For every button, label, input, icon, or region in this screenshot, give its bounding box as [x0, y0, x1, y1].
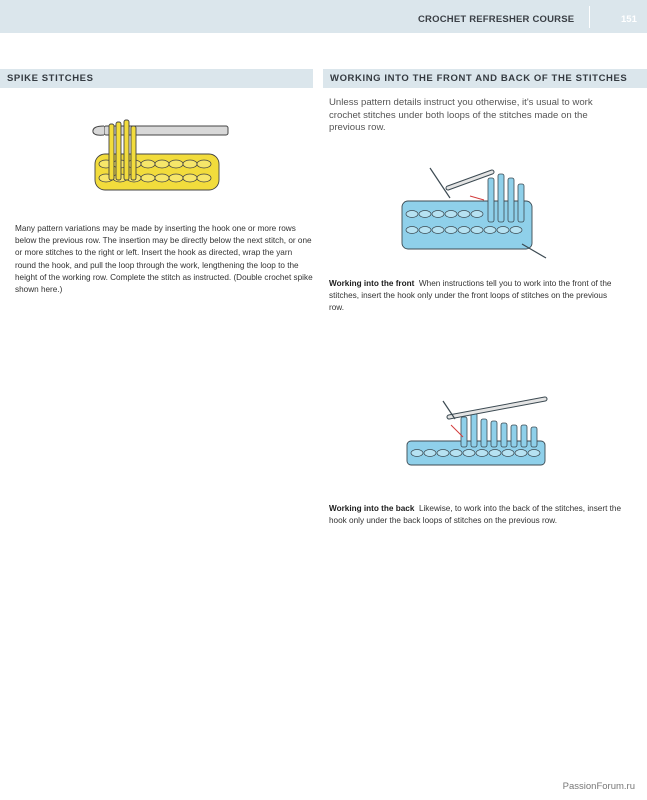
- front-caption-text: When instructions tell you to work into the front of the stitches, insert the hook only under the front loops of stitches on the previous row.: [329, 279, 612, 313]
- running-header: CROCHET REFRESHER COURSE: [418, 14, 575, 25]
- front-caption-title: Working into the front: [329, 279, 415, 288]
- watermark: PassionForum.ru: [562, 781, 635, 792]
- back-loop-illustration: [405, 397, 555, 471]
- back-caption-title: Working into the back: [329, 504, 415, 513]
- back-caption-text: Likewise, to work into the back of the stitches, insert the hook only under the back loops of stitches on the previous row.: [329, 504, 621, 526]
- page-number: 151: [621, 14, 637, 25]
- section-heading-spike: SPIKE STITCHES: [0, 69, 313, 88]
- header-divider: [589, 6, 590, 28]
- back-caption: [329, 503, 621, 527]
- front-back-intro: Unless pattern details instruct you otherwise, it's usual to work crochet stitches under both loops of the stitches made on the previous row.: [329, 97, 593, 134]
- front-loop-illustration: [400, 166, 550, 258]
- spike-stitch-illustration: [84, 112, 234, 198]
- front-caption: [329, 278, 621, 315]
- spike-body-text: Many pattern variations may be made by inserting the hook one or more rows below the previous row. The insertion may be directly below the next stitch, or one or more stitches to the right or left. Insert the hook as directed, wrap the yarn round the hook, and pull the loop through the work, lengthening the loop to the height of the working row. Complete the stitch as instructed. (Double crochet spike shown here.): [15, 224, 313, 295]
- section-heading-front-back: WORKING INTO THE FRONT AND BACK OF THE STITCHES: [323, 69, 647, 88]
